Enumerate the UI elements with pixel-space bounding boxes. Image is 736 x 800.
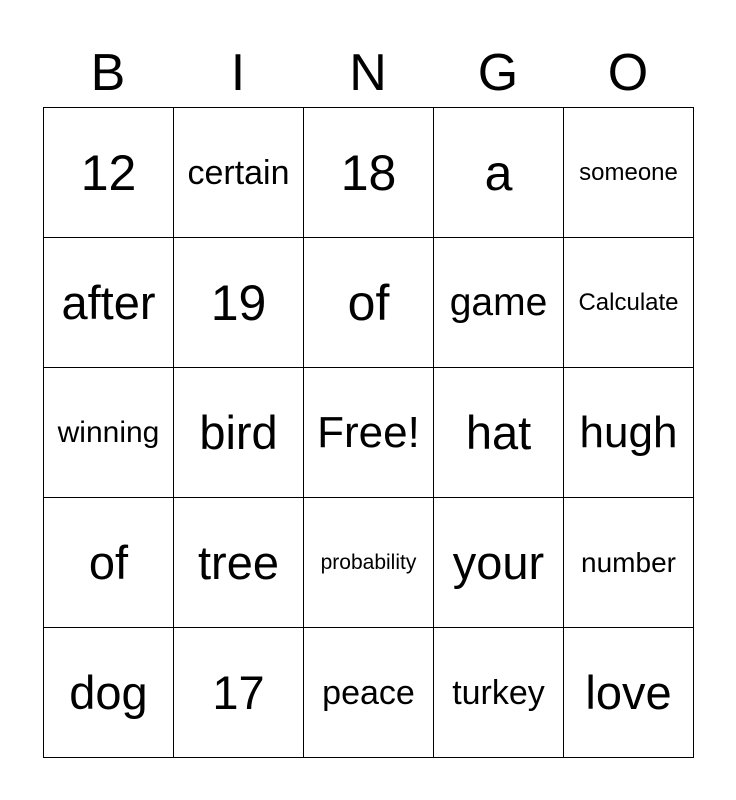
header-letter-b: B — [90, 44, 126, 102]
bingo-cell[interactable]: 18 — [304, 108, 434, 238]
bingo-header — [43, 40, 693, 106]
bingo-cell[interactable]: certain — [174, 108, 304, 238]
bingo-cell[interactable]: 17 — [174, 628, 304, 758]
header-letter-g: G — [477, 44, 519, 102]
bingo-cell[interactable]: love — [564, 628, 694, 758]
bingo-cell[interactable]: of — [44, 498, 174, 628]
header-letter-i: I — [230, 44, 246, 102]
bingo-cell[interactable]: probability — [304, 498, 434, 628]
bingo-cell[interactable]: number — [564, 498, 694, 628]
bingo-cell[interactable]: bird — [174, 368, 304, 498]
bingo-cell[interactable]: turkey — [434, 628, 564, 758]
header-letter-n: N — [349, 44, 387, 102]
header-letter-o: O — [607, 44, 649, 102]
bingo-cell[interactable]: 12 — [44, 108, 174, 238]
bingo-cell[interactable]: dog — [44, 628, 174, 758]
bingo-cell[interactable]: tree — [174, 498, 304, 628]
bingo-cell[interactable]: Calculate — [564, 238, 694, 368]
bingo-cell[interactable]: of — [304, 238, 434, 368]
bingo-cell[interactable]: your — [434, 498, 564, 628]
bingo-cell[interactable]: a — [434, 108, 564, 238]
bingo-cell[interactable]: game — [434, 238, 564, 368]
bingo-cell[interactable]: hugh — [564, 368, 694, 498]
bingo-cell[interactable]: hat — [434, 368, 564, 498]
bingo-board — [43, 107, 694, 758]
bingo-cell[interactable]: winning — [44, 368, 174, 498]
bingo-cell[interactable]: someone — [564, 108, 694, 238]
bingo-cell[interactable]: peace — [304, 628, 434, 758]
bingo-cell[interactable]: after — [44, 238, 174, 368]
bingo-cell[interactable]: 19 — [174, 238, 304, 368]
free-space-cell[interactable]: Free! — [304, 368, 434, 498]
